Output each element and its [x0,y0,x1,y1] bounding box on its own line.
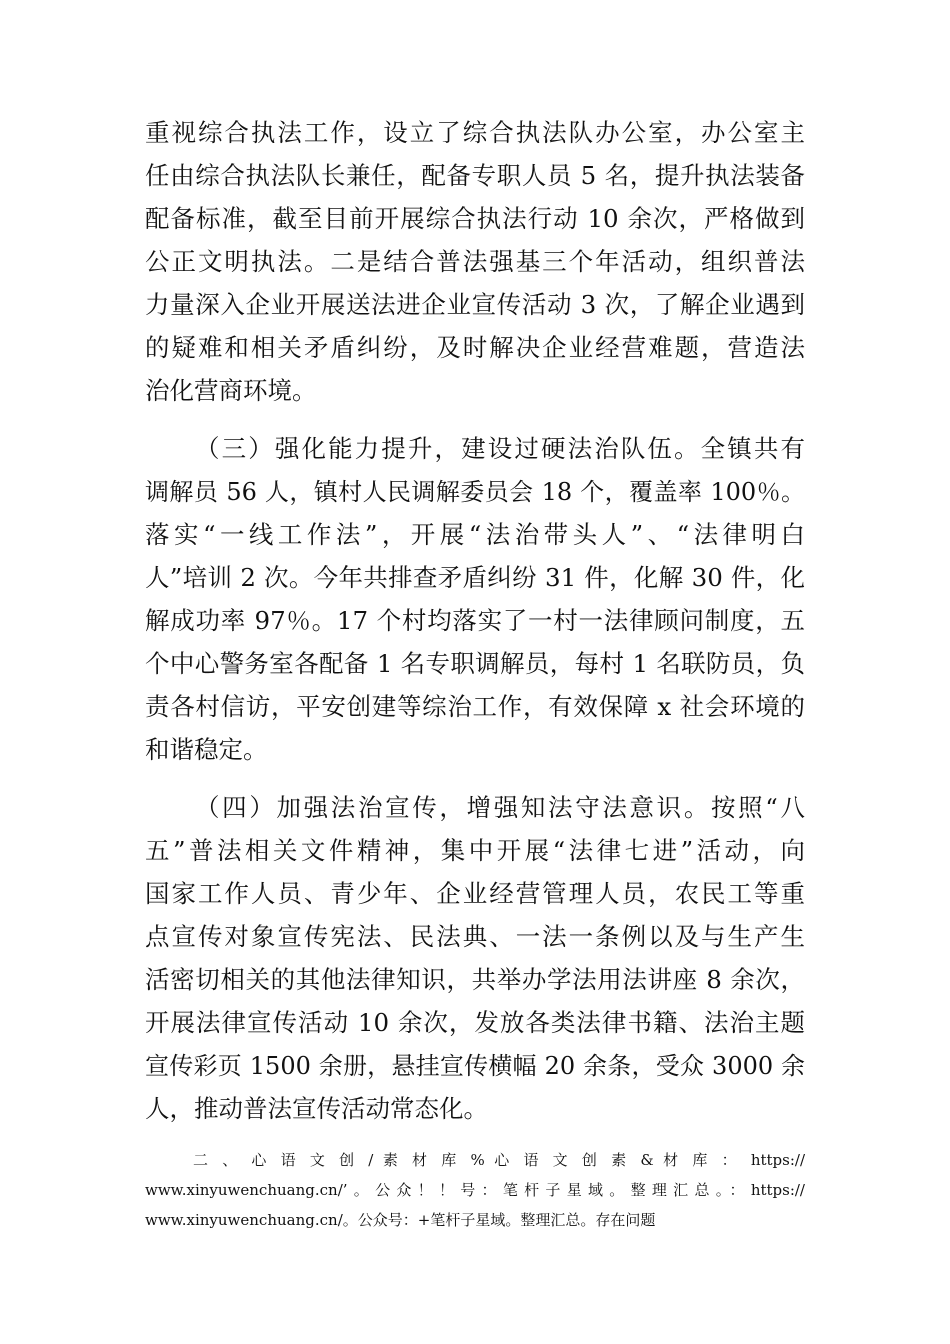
paragraph-3-line-6: 开展法律宣传活动 10 余次，发放各类法律书籍、法治主题 [145,1008,805,1037]
footer-line-2: www.xinyuwenchuang.cn/’。公众！！号：笔杆子星域。整理汇总。：https:// [145,1181,805,1199]
paragraph-1-line-7: 治化营商环境。 [145,376,317,405]
paragraph-2-line-5: 解成功率 97％。17 个村均落实了一村一法律顾问制度，五 [145,606,805,635]
paragraph-3-line-2: 五”普法相关文件精神，集中开展“法律七进”活动，向 [145,836,805,865]
paragraph-1-line-5: 力量深入企业开展送法进企业宣传活动 3 次，了解企业遇到 [145,290,805,319]
paragraph-3-line-4: 点宣传对象宣传宪法、民法典、一法一条例以及与生产生 [145,922,805,951]
paragraph-1-line-1: 重视综合执法工作，设立了综合执法队办公室，办公室主 [145,118,805,147]
paragraph-3-line-8: 人，推动普法宣传活动常态化。 [145,1094,488,1123]
paragraph-2-line-7: 责各村信访，平安创建等综治工作，有效保障 x 社会环境的 [145,692,805,721]
footer-line-1: 二 、 心 语 文 创 / 素 材 库 % 心 语 文 创 素 & 材 库 ： https:// [193,1151,805,1169]
paragraph-2-line-3: 落实“一线工作法”，开展“法治带头人”、“法律明白 [145,520,805,549]
paragraph-2-line-8: 和谐稳定。 [145,735,268,764]
footer-line-3: www.xinyuwenchuang.cn/。公众号：+笔杆子星域。整理汇总。存在问题 [145,1211,656,1229]
paragraph-3-line-5: 活密切相关的其他法律知识，共举办学法用法讲座 8 余次， [145,965,805,994]
paragraph-3-line-3: 国家工作人员、青少年、企业经营管理人员，农民工等重 [145,879,805,908]
paragraph-2-line-6: 个中心警务室各配备 1 名专职调解员，每村 1 名联防员，负 [145,649,805,678]
paragraph-1-line-6: 的疑难和相关矛盾纠纷，及时解决企业经营难题，营造法 [145,333,805,362]
paragraph-1-line-4: 公正文明执法。二是结合普法强基三个年活动，组织普法 [145,247,805,276]
paragraph-1-line-3: 配备标准，截至目前开展综合执法行动 10 余次，严格做到 [145,204,805,233]
paragraph-2-line-4: 人”培训 2 次。今年共排查矛盾纠纷 31 件，化解 30 件，化 [145,563,805,592]
paragraph-2-line-2: 调解员 56 人，镇村人民调解委员会 18 个，覆盖率 100％。 [145,478,805,506]
paragraph-3-line-7: 宣传彩页 1500 余册，悬挂宣传横幅 20 余条，受众 3000 余 [145,1052,805,1080]
paragraph-1-line-2: 任由综合执法队长兼任，配备专职人员 5 名，提升执法装备 [145,161,805,190]
paragraph-2-line-1: （三）强化能力提升，建设过硬法治队伍。全镇共有 [195,434,805,463]
paragraph-3-line-1: （四）加强法治宣传，增强知法守法意识。按照“八 [195,793,805,822]
